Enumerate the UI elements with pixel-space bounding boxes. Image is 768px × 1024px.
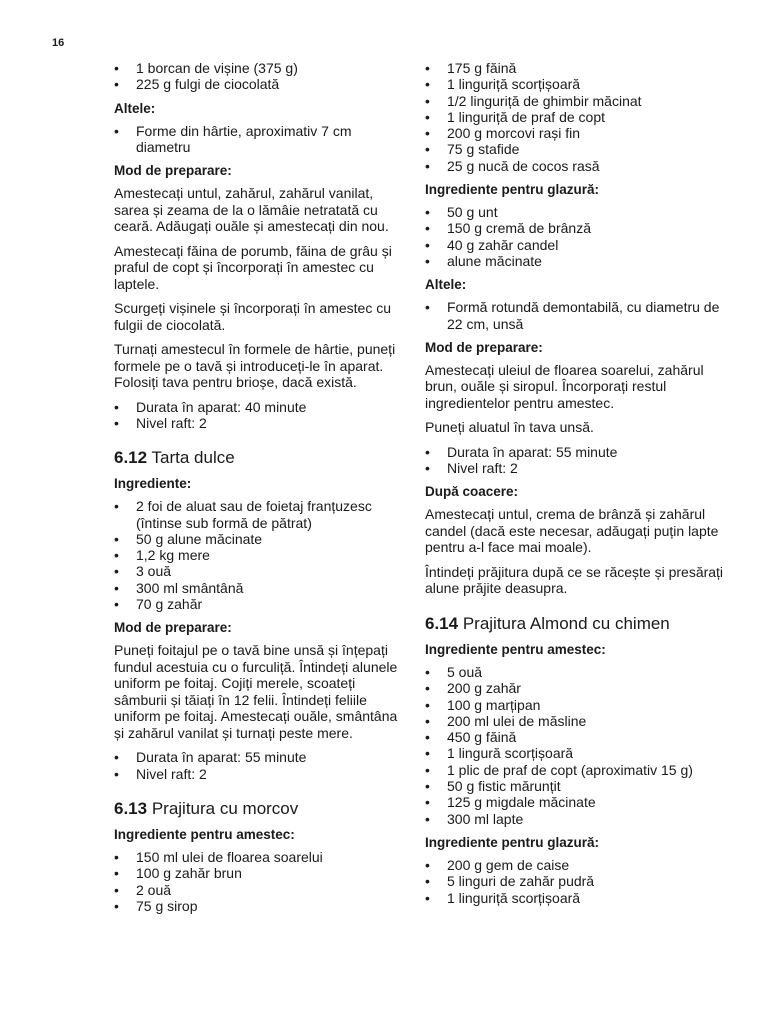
after-paragraph: Amestecați untul, crema de brânză și zahărul candel (dacă este necesar, adăugați puțin lapte pentru a-l face mai moale). bbox=[425, 506, 719, 556]
ingredient-list bbox=[425, 664, 725, 827]
list-item: • 40 g zahăr candel bbox=[425, 237, 725, 253]
list-item: • 75 g sirop bbox=[114, 898, 400, 914]
after-paragraph: Întindeți prăjitura după ce se răcește și presărați alune prăjite deasupra. bbox=[425, 563, 724, 597]
list-item: • 1/2 linguriță de ghimbir măcinat bbox=[425, 93, 725, 109]
prep-heading: Mod de preparare: bbox=[114, 163, 232, 179]
page-number: 16 bbox=[52, 37, 65, 49]
list-item: • 100 g zahăr brun bbox=[114, 865, 400, 881]
list-item: • 450 g făină bbox=[425, 729, 725, 745]
glaze-ingredients-heading: Ingrediente pentru glazură: bbox=[425, 834, 600, 850]
list-item: • 5 linguri de zahăr pudră bbox=[425, 873, 725, 889]
altele-list bbox=[425, 299, 725, 332]
list-item: • Nivel raft: 2 bbox=[425, 460, 725, 476]
altele-heading: Altele: bbox=[425, 277, 467, 293]
section-title: Prajitura cu morcov bbox=[151, 798, 299, 818]
list-item: • 100 g marțipan bbox=[425, 697, 725, 713]
glaze-list bbox=[425, 204, 725, 269]
list-item: • 225 g fulgi de ciocolată bbox=[114, 76, 400, 92]
list-item: • 2 ouă bbox=[114, 882, 400, 898]
timing-list bbox=[425, 444, 725, 477]
glaze-ingredients-heading: Ingrediente pentru glazură: bbox=[425, 182, 600, 198]
list-item: • 70 g zahăr bbox=[114, 596, 400, 612]
list-item: • 1 linguriță de praf de copt bbox=[425, 109, 725, 125]
mix-ingredients-heading: Ingrediente pentru amestec: bbox=[425, 641, 606, 657]
ingredient-list bbox=[114, 849, 400, 914]
list-item: • 1 linguriță scorțișoară bbox=[425, 890, 725, 906]
list-item: • 75 g stafide bbox=[425, 141, 725, 157]
prep-paragraph: Puneți aluatul în tava unsă. bbox=[425, 419, 594, 436]
list-item: • 150 g cremă de brânză bbox=[425, 220, 725, 236]
prep-heading: Mod de preparare: bbox=[425, 339, 543, 355]
left-column bbox=[114, 60, 400, 914]
list-item: • Formă rotundă demontabilă, cu diametru de 22 cm, unsă bbox=[425, 299, 725, 332]
list-item: • 25 g nucă de cocos rasă bbox=[425, 158, 725, 174]
list-item: • Nivel raft: 2 bbox=[114, 766, 400, 782]
timing-list bbox=[114, 399, 400, 432]
list-item: • Nivel raft: 2 bbox=[114, 415, 400, 431]
prep-paragraph: Amestecați uleiul de floarea soarelui, zahărul brun, ouăle și siropul. Încorporați restul ingredientelor pentru amestec. bbox=[425, 361, 704, 411]
list-item: • 1 plic de praf de copt (aproximativ 15 g) bbox=[425, 762, 725, 778]
list-item: • 1 lingură scorțișoară bbox=[425, 745, 725, 761]
list-item: • 200 g gem de caise bbox=[425, 857, 725, 873]
section-title: Tarta dulce bbox=[151, 448, 235, 468]
glaze-list bbox=[425, 857, 725, 906]
prep-paragraph: Puneți foitajul pe o tavă bine unsă și înțepați fundul acestuia cu o furculiță. Întindeți alunele uniform pe foitaj. Cojiți merele, scoateți sâmburii și tăiați în 12 felii. Întindeți feliile uniform pe foitaj. Amestecați ouăle, smântâna și zahărul vanilat și turnați peste mere. bbox=[114, 642, 398, 741]
list-item: • 1,2 kg mere bbox=[114, 547, 400, 563]
list-item: • Durata în aparat: 55 minute bbox=[114, 749, 400, 765]
list-item: • 300 ml smântână bbox=[114, 580, 400, 596]
list-item: • Forme din hârtie, aproximativ 7 cm diametru bbox=[114, 123, 400, 156]
section-number: 6.14 bbox=[425, 613, 459, 633]
list-item: • 175 g făină bbox=[425, 60, 725, 76]
list-item: • Durata în aparat: 55 minute bbox=[425, 444, 725, 460]
list-item: • Durata în aparat: 40 minute bbox=[114, 399, 400, 415]
prep-paragraph: Amestecați făina de porumb, făina de grâu și praful de copt și încorporați în amestec cu laptele. bbox=[114, 242, 392, 292]
right-column bbox=[425, 60, 725, 906]
list-item: • 5 ouă bbox=[425, 664, 725, 680]
ingredient-list bbox=[114, 498, 400, 612]
list-item: • 1 linguriță scorțișoară bbox=[425, 76, 725, 92]
timing-list bbox=[114, 749, 400, 782]
section-heading-6-12 bbox=[114, 447, 400, 468]
prep-paragraph: Amestecați untul, zahărul, zahărul vanilat, sarea și zeama de la o lămâie netratată cu ceară. Adăugați ouăle și amestecați din nou. bbox=[114, 185, 389, 235]
mix-ingredients-heading: Ingrediente pentru amestec: bbox=[114, 826, 295, 842]
section-title: Prajitura Almond cu chimen bbox=[462, 613, 670, 633]
prep-heading: Mod de preparare: bbox=[114, 620, 232, 636]
list-item: • 200 g morcovi rași fin bbox=[425, 125, 725, 141]
list-item: • 50 g alune măcinate bbox=[114, 531, 400, 547]
after-baking-heading: După coacere: bbox=[425, 484, 519, 500]
list-item: • 50 g unt bbox=[425, 204, 725, 220]
ingredients-heading: Ingrediente: bbox=[114, 476, 192, 492]
section-number: 6.12 bbox=[114, 448, 148, 468]
list-item: • 1 borcan de vișine (375 g) bbox=[114, 60, 400, 76]
section-heading-6-13 bbox=[114, 798, 400, 819]
list-item: • 200 ml ulei de măsline bbox=[425, 713, 725, 729]
prep-paragraph: Turnați amestecul în formele de hârtie, puneți formele pe o tavă și introduceți-le în aparat. Folosiți tava pentru brioșe, dacă există. bbox=[114, 341, 396, 391]
section-number: 6.13 bbox=[114, 798, 148, 818]
list-item: • 3 ouă bbox=[114, 563, 400, 579]
list-item: • 50 g fistic mărunțit bbox=[425, 778, 725, 794]
list-item: • 200 g zahăr bbox=[425, 680, 725, 696]
ingredient-list-top bbox=[114, 60, 400, 93]
altele-list bbox=[114, 123, 400, 156]
list-item: • 2 foi de aluat sau de foietaj franțuzesc (întinse sub formă de pătrat) bbox=[114, 498, 400, 531]
altele-heading: Altele: bbox=[114, 100, 156, 116]
section-heading-6-14 bbox=[425, 613, 725, 634]
list-item: • alune măcinate bbox=[425, 253, 725, 269]
list-item: • 300 ml lapte bbox=[425, 811, 725, 827]
list-item: • 125 g migdale măcinate bbox=[425, 794, 725, 810]
list-item: • 150 ml ulei de floarea soarelui bbox=[114, 849, 400, 865]
ingredient-list-continued bbox=[425, 60, 725, 174]
prep-paragraph: Scurgeți vișinele și încorporați în amestec cu fulgii de ciocolată. bbox=[114, 300, 392, 333]
